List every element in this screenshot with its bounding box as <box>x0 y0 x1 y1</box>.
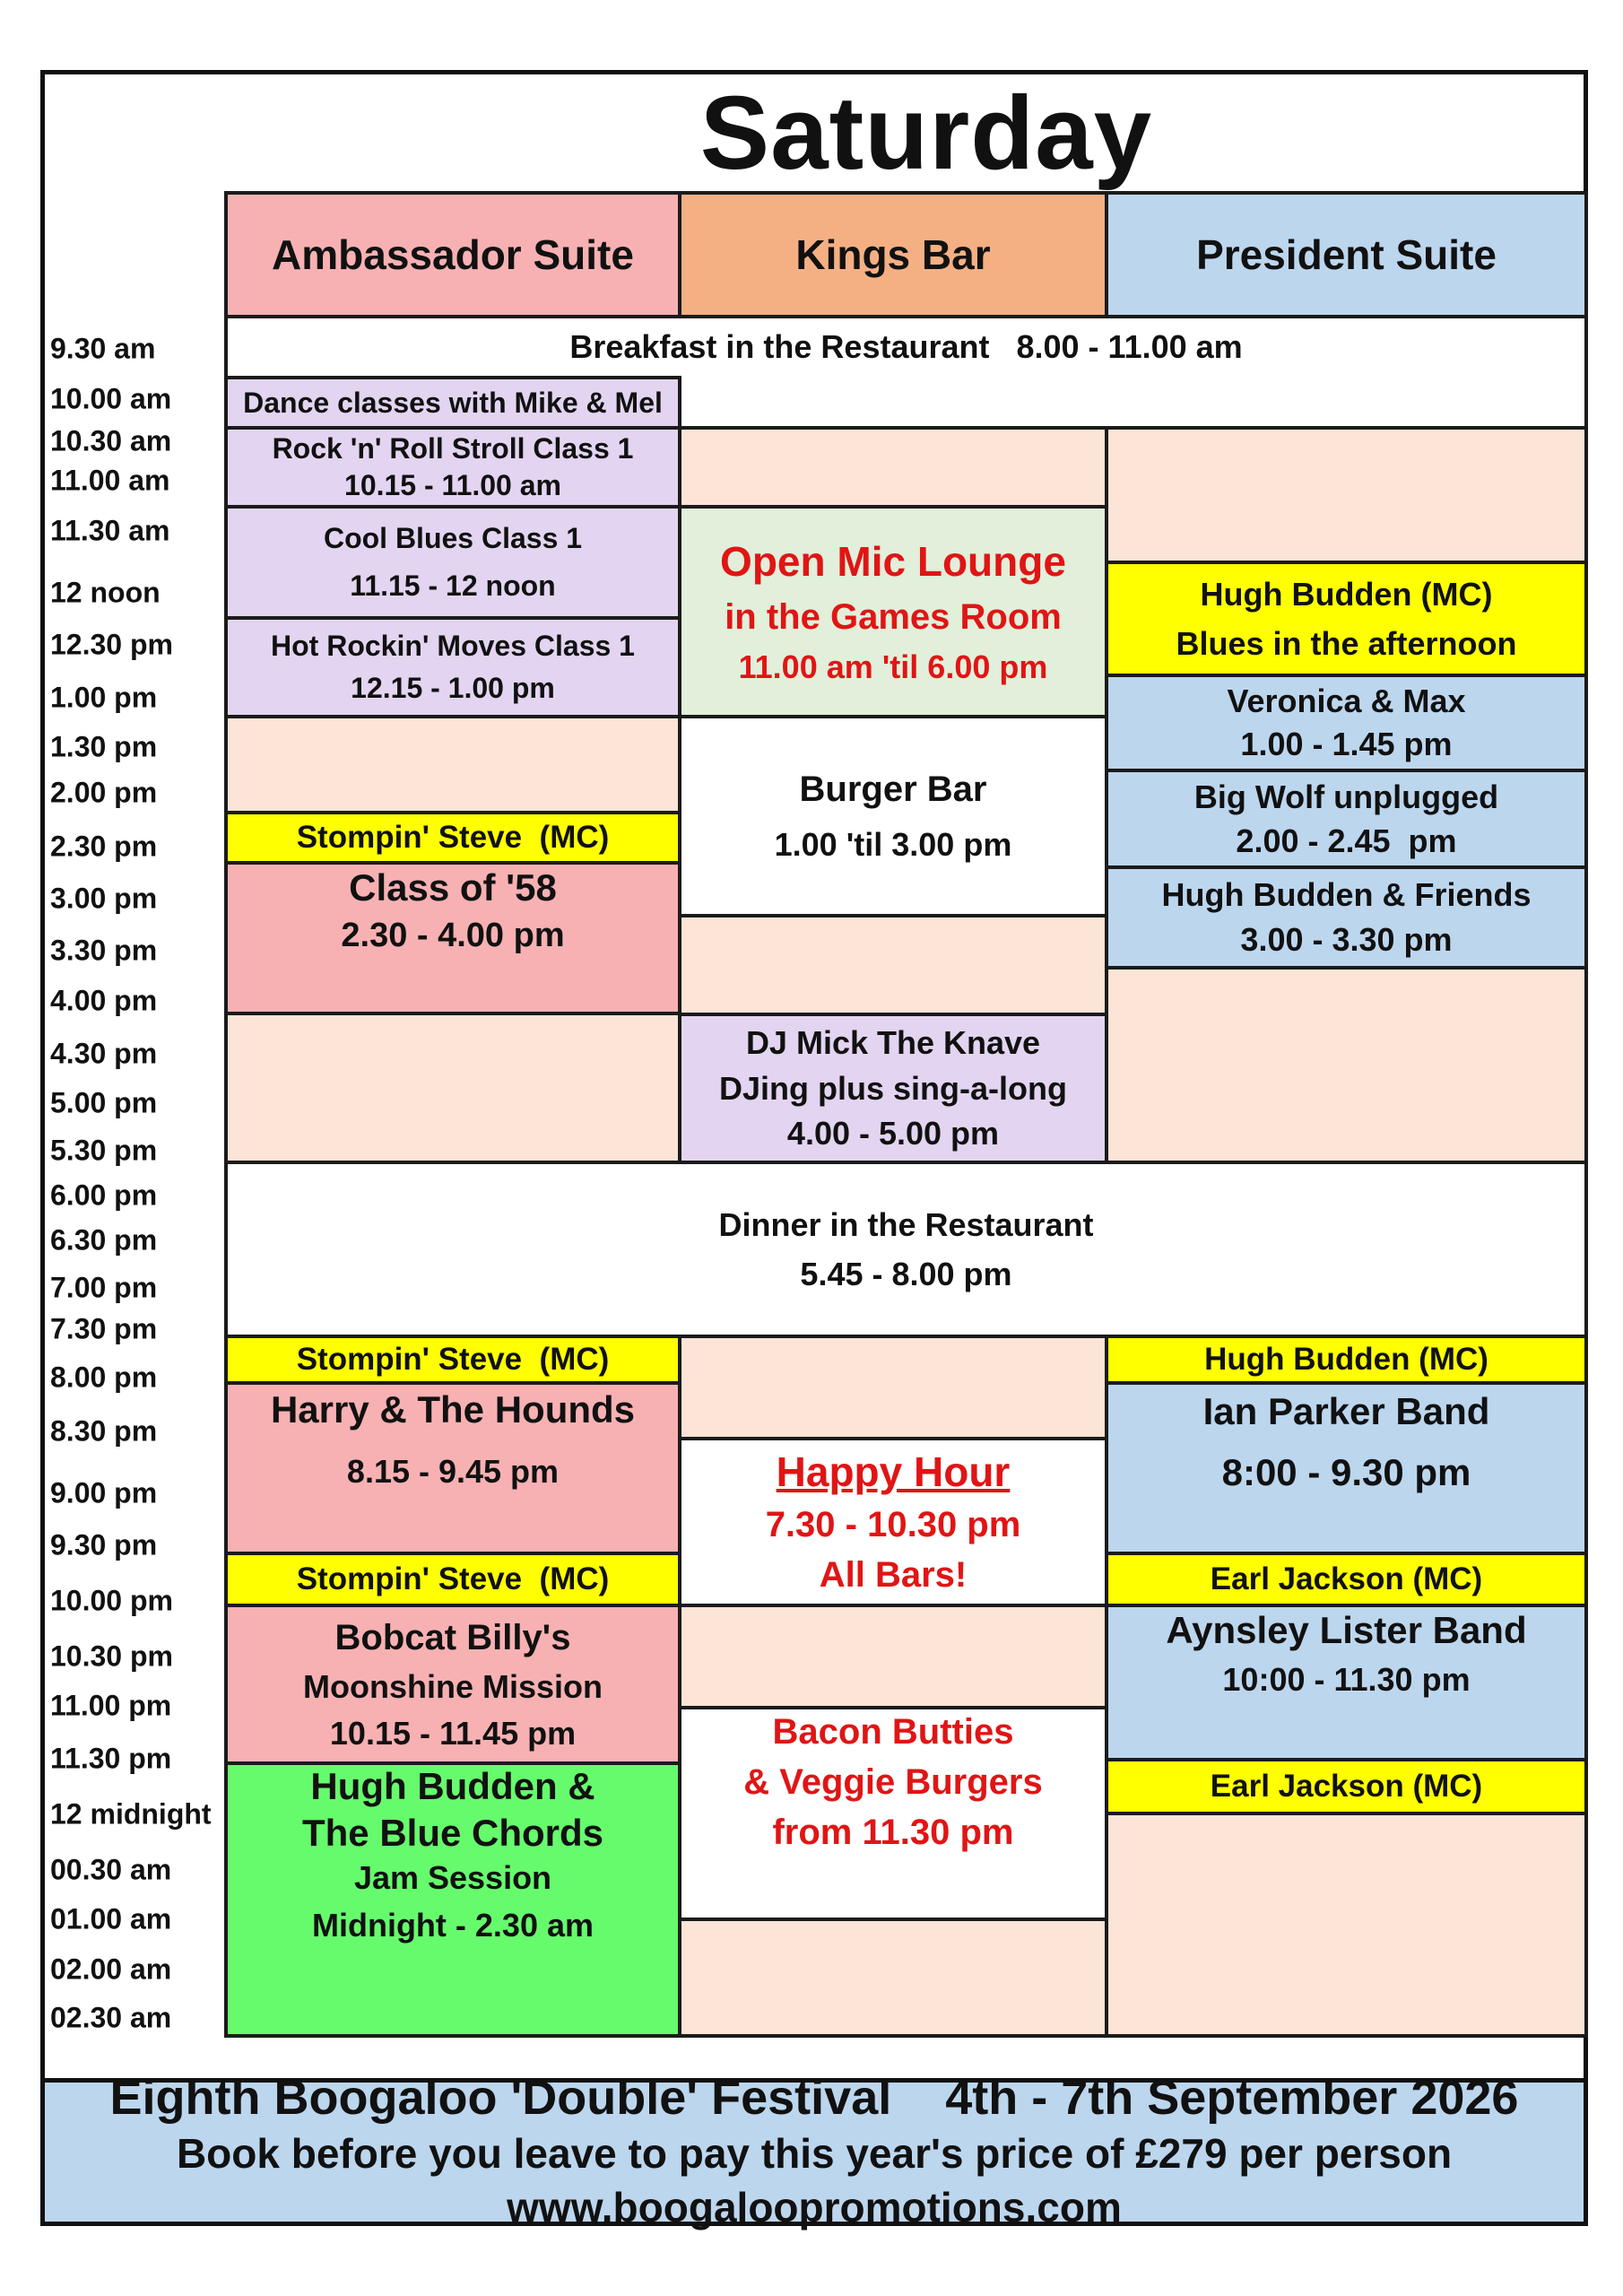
time-label: 11.30 am <box>50 514 170 547</box>
event-time: Midnight - 2.30 am <box>311 1906 595 1944</box>
time-label: 10.00 am <box>50 382 172 415</box>
event-name-line2: & Veggie Burgers <box>743 1762 1043 1802</box>
event-time: 1.00 'til 3.00 pm <box>774 826 1012 864</box>
event-name: Rock 'n' Roll Stroll Class 1 <box>272 432 634 465</box>
event-ian-parker-band <box>1105 1381 1588 1555</box>
event-name: Hugh Budden & Friends <box>1161 876 1532 914</box>
event-location: in the Games Room <box>725 596 1062 637</box>
room-header-kings <box>678 191 1108 318</box>
page-title: Saturday <box>699 74 1153 191</box>
event-time: 5.45 - 8.00 pm <box>800 1256 1012 1292</box>
festival-footer <box>45 2071 1584 2231</box>
event-veronica-max <box>1105 674 1588 772</box>
event-time: 2.00 - 2.45 pm <box>1236 822 1457 859</box>
event-breakfast <box>224 315 1588 379</box>
time-label: 6.00 pm <box>50 1178 158 1212</box>
event-hugh-blue-chords <box>224 1761 681 2038</box>
event-text: Earl Jackson (MC) <box>1210 1768 1483 1804</box>
event-time: 2.30 - 4.00 pm <box>341 917 565 955</box>
event-text: Dance classes with Mike & Mel <box>243 386 663 419</box>
empty-slot <box>678 1918 1108 2038</box>
event-name-line2: Moonshine Mission <box>302 1667 603 1705</box>
empty-slot <box>678 1604 1108 1709</box>
festival-name: Eighth Boogaloo 'Double' Festival <box>109 2071 892 2126</box>
time-label: 1.30 pm <box>50 730 158 763</box>
event-name: Class of '58 <box>349 866 557 909</box>
time-label: 7.30 pm <box>50 1312 158 1345</box>
time-label: 10.00 pm <box>50 1584 173 1617</box>
event-name: Dinner in the Restaurant <box>718 1205 1094 1243</box>
event-text: Stompin' Steve (MC) <box>296 819 610 855</box>
room-label: President Suite <box>1196 230 1497 278</box>
event-name: Hot Rockin' Moves Class 1 <box>271 629 635 662</box>
time-label: 10.30 am <box>50 424 172 457</box>
booking-note: Book before you leave to pay this year's price of £279 per person <box>176 2130 1453 2178</box>
time-label: 01.00 am <box>50 1902 172 1935</box>
event-time: 4.00 - 5.00 pm <box>786 1115 1000 1152</box>
event-text: Breakfast in the Restaurant 8.00 - 11.00 am <box>569 328 1243 366</box>
event-aynsley-lister-band <box>1105 1604 1588 1761</box>
event-name: Hugh Budden (MC) <box>1200 576 1493 613</box>
event-name: Bacon Butties <box>772 1712 1014 1752</box>
event-dance-classes <box>224 376 681 430</box>
room-label: Ambassador Suite <box>272 230 634 278</box>
time-label: 7.00 pm <box>50 1271 158 1304</box>
event-name: Big Wolf unplugged <box>1193 778 1499 816</box>
time-label: 11.00 am <box>50 464 170 497</box>
event-time: 8.15 - 9.45 pm <box>346 1453 560 1491</box>
event-time: 11.15 - 12 noon <box>350 569 556 602</box>
time-label: 00.30 am <box>50 1853 172 1886</box>
event-class-of-58 <box>224 861 681 1015</box>
time-label: 11.30 pm <box>50 1742 172 1775</box>
time-label: 1.00 pm <box>50 681 158 714</box>
event-time: 7.30 - 10.30 pm <box>765 1505 1021 1545</box>
event-description: Blues in the afternoon <box>1176 624 1517 662</box>
event-name: DJ Mick The Knave <box>745 1024 1041 1062</box>
event-time: 12.15 - 1.00 pm <box>351 672 555 705</box>
event-name: Burger Bar <box>799 770 987 810</box>
time-label: 02.30 am <box>50 2001 172 2034</box>
event-hugh-budden-mc <box>1105 1335 1588 1385</box>
time-label: 8.30 pm <box>50 1414 158 1448</box>
event-text: Stompin' Steve (MC) <box>296 1561 610 1596</box>
time-label: 9.00 pm <box>50 1476 158 1509</box>
time-label: 2.00 pm <box>50 776 158 809</box>
event-text: Hugh Budden (MC) <box>1204 1341 1488 1377</box>
room-label: Kings Bar <box>795 230 991 278</box>
time-label: 6.30 pm <box>50 1223 158 1257</box>
event-dinner <box>224 1161 1588 1338</box>
event-description: All Bars! <box>819 1554 968 1595</box>
event-name: Bobcat Billy's <box>334 1617 571 1657</box>
room-header-president <box>1105 191 1588 318</box>
event-description: DJing plus sing-a-long <box>719 1069 1067 1107</box>
time-label: 12.30 pm <box>50 628 173 661</box>
event-hot-rockin-class <box>224 616 681 718</box>
event-description: Jam Session <box>353 1858 552 1896</box>
time-label: 5.30 pm <box>50 1134 158 1167</box>
event-earl-jackson-mc <box>1105 1552 1588 1607</box>
event-time: 10.15 - 11.00 am <box>344 468 561 501</box>
event-open-mic-lounge <box>678 505 1108 718</box>
event-time: 10:00 - 11.30 pm <box>1222 1661 1471 1699</box>
empty-slot <box>678 914 1108 1016</box>
event-name: Open Mic Lounge <box>720 537 1066 585</box>
time-label: 2.30 pm <box>50 830 158 863</box>
event-time: 11.00 am 'til 6.00 pm <box>738 648 1048 685</box>
event-stompin-steve-mc <box>224 1335 681 1385</box>
event-bacon-butties <box>678 1706 1108 1921</box>
event-big-wolf <box>1105 769 1588 869</box>
event-name-line2: The Blue Chords <box>301 1812 604 1855</box>
event-earl-jackson-mc <box>1105 1758 1588 1815</box>
empty-slot <box>678 1335 1108 1440</box>
website-link[interactable]: www.boogaloopromotions.com <box>507 2183 1122 2231</box>
empty-slot <box>224 1012 681 1164</box>
event-time: 10.15 - 11.45 pm <box>329 1714 577 1752</box>
empty-slot <box>678 376 1588 430</box>
time-label: 02.00 am <box>50 1952 172 1986</box>
time-label: 5.00 pm <box>50 1086 158 1119</box>
event-time: 8:00 - 9.30 pm <box>1221 1451 1471 1494</box>
time-label: 11.00 pm <box>50 1689 172 1722</box>
event-time: from 11.30 pm <box>772 1813 1014 1852</box>
empty-slot <box>224 715 681 814</box>
event-bobcat-billy <box>224 1604 681 1765</box>
event-dj-mick <box>678 1013 1108 1164</box>
event-name: Cool Blues Class 1 <box>323 522 583 555</box>
time-label: 9.30 am <box>50 332 156 365</box>
time-label: 4.30 pm <box>50 1037 158 1070</box>
event-name: Ian Parker Band <box>1202 1390 1490 1432</box>
time-label: 3.30 pm <box>50 934 158 967</box>
event-name: Harry & The Hounds <box>270 1388 636 1431</box>
event-harry-hounds <box>224 1381 681 1555</box>
schedule-frame <box>40 70 1588 2231</box>
empty-slot <box>1105 1812 1588 2038</box>
event-happy-hour <box>678 1437 1108 1607</box>
festival-dates: 4th - 7th September 2026 <box>945 2071 1519 2126</box>
event-stompin-steve-mc <box>224 811 681 865</box>
event-time: 3.00 - 3.30 pm <box>1240 921 1453 959</box>
empty-slot <box>1105 426 1588 564</box>
time-label: 3.00 pm <box>50 882 158 915</box>
festival-line <box>110 2069 1519 2127</box>
time-label: 12 midnight <box>50 1797 212 1831</box>
event-burger-bar <box>678 715 1108 918</box>
empty-slot <box>678 426 1108 509</box>
room-header-ambassador <box>224 191 681 318</box>
event-text: Stompin' Steve (MC) <box>296 1341 610 1377</box>
time-label: 4.00 pm <box>50 984 158 1017</box>
event-hugh-budden-mc <box>1105 561 1588 677</box>
empty-slot <box>1105 966 1588 1164</box>
event-name: Aynsley Lister Band <box>1166 1609 1527 1651</box>
time-label: 8.00 pm <box>50 1361 158 1394</box>
event-text: Earl Jackson (MC) <box>1210 1561 1483 1596</box>
event-name: Hugh Budden & <box>310 1765 595 1807</box>
time-label: 9.30 pm <box>50 1528 158 1561</box>
event-name: Veronica & Max <box>1227 683 1466 720</box>
event-time: 1.00 - 1.45 pm <box>1240 726 1453 763</box>
event-name: Happy Hour <box>776 1448 1011 1496</box>
time-label: 12 noon <box>50 576 161 609</box>
event-hugh-budden-friends <box>1105 865 1588 970</box>
event-stroll-class <box>224 426 681 509</box>
event-stompin-steve-mc <box>224 1552 681 1607</box>
event-cool-blues-class <box>224 505 681 620</box>
time-label: 10.30 pm <box>50 1639 173 1673</box>
